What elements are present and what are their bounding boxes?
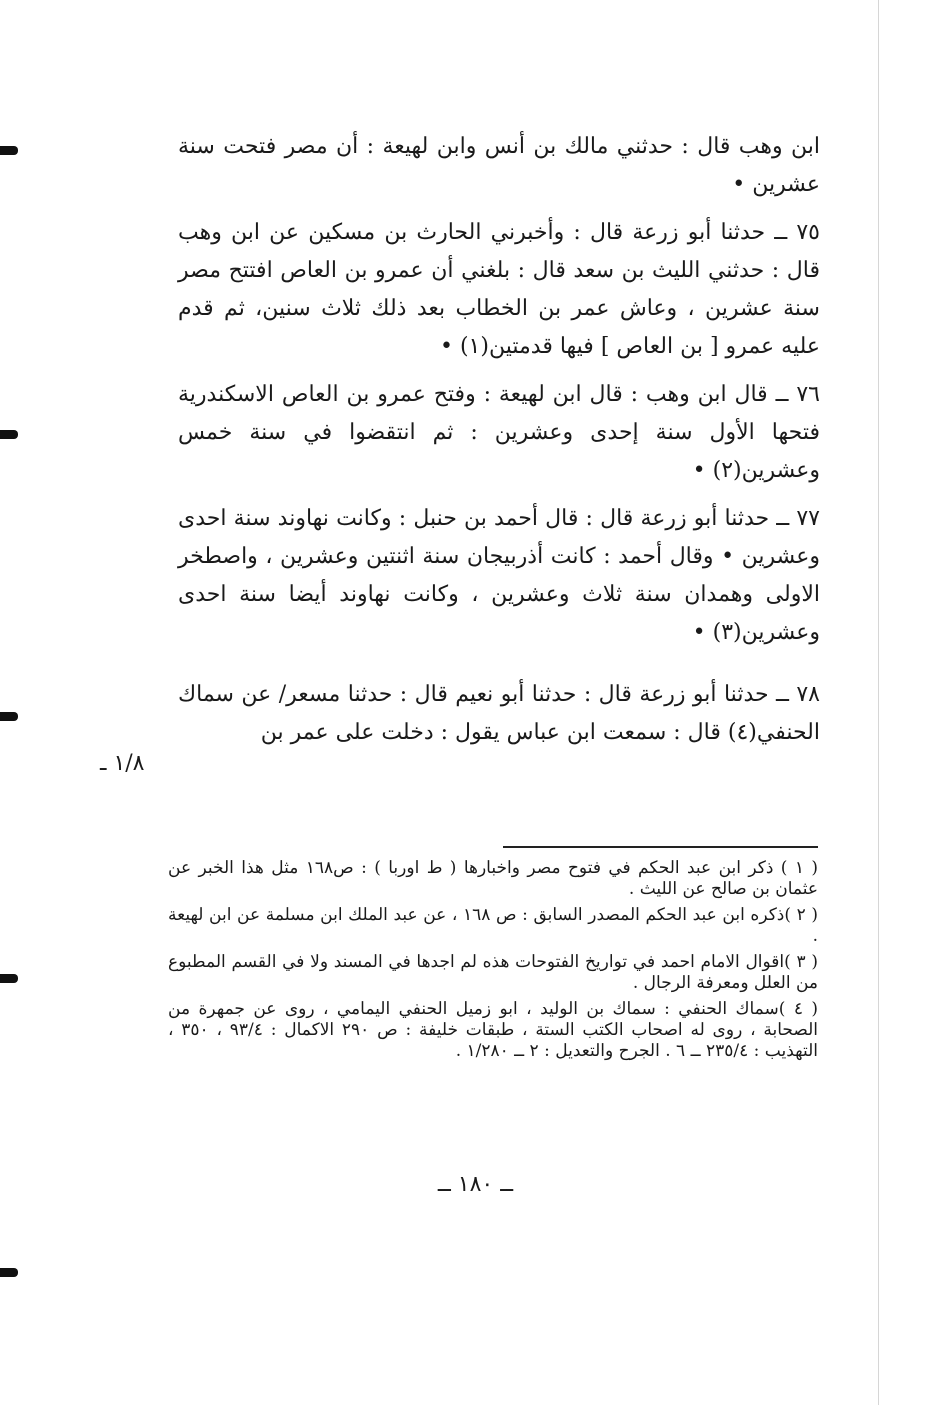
footnote-4: ( ٤ )سماك الحنفي : سماك بن الوليد ، ابو زميل الحنفي اليمامي ، روى عن جمهرة من الصحابة ، روى له اصحاب الكتب الستة ، طبقات خليفة : ص ٢٩٠ الاكمال : ٩٣/٤ ، ٣٥٠ ، التهذيب : ٢٣٥/٤ ــ ٦ . الجرح والتعديل : ٢ ــ ١/٢٨٠ .: [168, 999, 819, 1061]
binding-mark: [0, 146, 18, 155]
footnote-3: ( ٣ )اقوال الامام احمد في تواريخ الفتوحات هذه لم اجدها في المسند ولا في القسم المطبوع من العلل ومعرفة الرجال .: [168, 952, 818, 993]
binding-mark: [0, 430, 18, 439]
binding-mark: [0, 1268, 18, 1277]
manuscript-folio-marker: ١/٨ ـ: [100, 751, 145, 776]
paragraph-continuation: ابن وهب قال : حدثني مالك بن أنس وابن لهيعة : أن مصر فتحت سنة عشرين •: [178, 134, 820, 197]
footnote-1: ( ١ ) ذكر ابن عبد الحكم في فتوح مصر واخبارها ( ط اوربا ) : ص١٦٨ مثل هذا الخبر عن عثمان بن صالح عن الليث .: [168, 858, 818, 899]
paragraph-77: ٧٧ ــ حدثنا أبو زرعة قال : قال أحمد بن حنبل : وكانت نهاوند سنة احدى وعشرين • وقال أحمد : كانت أذربيجان سنة اثنتين وعشرين ، واصطخر الاولى وهمدان سنة ثلاث وعشرين ، وكانت نهاوند أيضا سنة احدى وعشرين(٣) •: [178, 506, 820, 645]
paragraph-75: ٧٥ ــ حدثنا أبو زرعة قال : وأخبرني الحارث بن مسكين عن ابن وهب قال : حدثني الليث بن سعد قال : بلغني أن عمرو بن العاص افتتح مصر سنة عشرين ، وعاش عمر بن الخطاب بعد ذلك ثلاث سنين، ثم قدم عليه عمرو [ بن العاص ] فيها قدمتين(١) •: [178, 220, 820, 359]
paragraph-78: ٧٨ ــ حدثنا أبو زرعة قال : حدثنا أبو نعيم قال : حدثنا مسعر/ عن سماك الحنفي(٤) قال : سمعت ابن عباس يقول : دخلت على عمر بن: [178, 682, 820, 745]
binding-mark: [0, 974, 18, 983]
page-number: ــ ١٨٠ ــ: [437, 1172, 514, 1197]
paragraph-76: ٧٦ ــ قال ابن وهب : قال ابن لهيعة : وفتح عمرو بن العاص الاسكندرية فتحها الأول سنة إحدى وعشرين : ثم انتقضوا في سنة خمس وعشرين(٢) •: [178, 382, 820, 483]
footnotes: [168, 858, 818, 1067]
main-text: [178, 128, 820, 762]
binding-mark: [0, 712, 18, 721]
footnote-divider: [503, 846, 818, 848]
footnote-2: ( ٢ )ذكره ابن عبد الحكم المصدر السابق : ص ١٦٨ ، عن عبد الملك ابن مسلمة عن ابن لهيعة .: [168, 905, 818, 946]
